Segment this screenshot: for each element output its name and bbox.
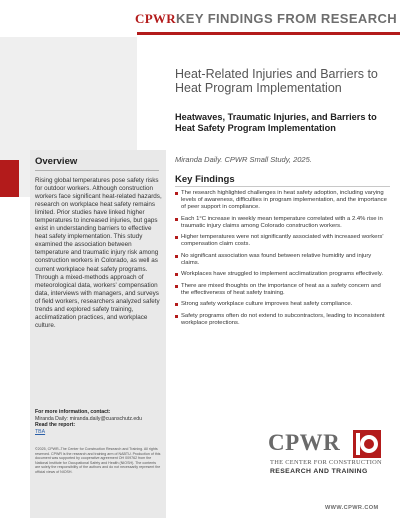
header-rule [137, 32, 400, 35]
overview-heading: Overview [35, 156, 78, 167]
logo-tagline-2: RESEARCH AND TRAINING [270, 468, 368, 475]
finding-item [175, 301, 390, 308]
key-findings-heading: Key Findings [175, 174, 235, 185]
finding-text: Safety programs often do not extend to subcontractors, leading to inconsistent workplace protections. [181, 312, 385, 327]
finding-item [175, 283, 390, 297]
finding-text: No significant association was found between relative humidity and injury claims. [181, 252, 372, 266]
bullet-icon [175, 315, 178, 318]
finding-item [175, 190, 390, 211]
contact-person[interactable]: Miranda Daily: miranda.daily@cuanschutz.edu [35, 415, 143, 422]
contact-heading: For more information, contact: [35, 409, 111, 415]
key-findings-list [175, 190, 390, 332]
page-subtitle: Heatwaves, Traumatic Injuries, and Barriers to Heat Safety Program Implementation [175, 112, 377, 133]
header-label: KEY FINDINGS FROM RESEARCH [176, 11, 398, 26]
overview-body: Rising global temperatures pose safety risks for outdoor workers. Although construction workers face significant heat-related hazards, research on workplace heat safety remains limited. Prior studies have linked higher temperatures to increased injuries, but gaps exist in understanding barriers to effective heat safety implementation. This study examined the association between temperature and traumatic injury risk among construction workers in Colorado, as well as current workplace heat safety programs. Through a mixed-methods approach of meteorological data, workers' compensation data, interviews with managers, and surveys of field workers, researchers analyzed safety trends and explored safety training, acclimatization practices, and workplace culture. [35, 177, 162, 329]
bullet-icon [175, 218, 178, 221]
bullet-icon [175, 255, 178, 258]
citation: Miranda Daily. CPWR Small Study, 2025. [175, 155, 312, 164]
cpwr-logo [268, 430, 388, 495]
page-header [0, 0, 400, 37]
finding-text: The research highlighted challenges in heat safety adoption, including varying levels of awareness, difficulties in program implementation, and the importance of peer support in compliance. [181, 190, 387, 211]
bullet-icon [175, 273, 178, 276]
logo-wordmark: CPWR [268, 430, 341, 455]
header-photo-area [0, 0, 137, 37]
finding-item [175, 234, 390, 248]
legal-notice: ©2025, CPWR–The Center for Construction Research and Training. All rights reserved. CPWR is the research and training arm of NABTU. Production of this document was supported by cooperative agreement OH 009762 from the National Institute for Occupational Safety and Health (NIOSH). The contents are solely the responsibility of the authors and do not necessarily represent the official views of NIOSH. [35, 447, 161, 474]
page-title: Heat-Related Injuries and Barriers to Heat Program Implementation [175, 67, 378, 95]
finding-text: Workplaces have struggled to implement acclimatization programs effectively. [181, 271, 384, 278]
finding-text: Strong safety workplace culture improves heat safety compliance. [181, 301, 353, 308]
overview-divider [35, 170, 159, 171]
finding-text: Each 1°C increase in weekly mean temperature correlated with a 2.4% rise in traumatic injury claims among Colorado construction workers. [181, 215, 383, 229]
bullet-icon [175, 303, 178, 306]
finding-item [175, 253, 390, 267]
bullet-icon [175, 285, 178, 288]
report-label: Read the report: [35, 422, 76, 429]
finding-text: There are mixed thoughts on the importance of heat as a safety concern and the effectiveness of heat safety training. [181, 282, 381, 296]
logo-tagline-1: THE CENTER FOR CONSTRUCTION [270, 459, 382, 466]
contact-block [35, 409, 162, 435]
finding-item [175, 216, 390, 230]
finding-item [175, 313, 390, 327]
bullet-icon [175, 236, 178, 239]
header-brand: CPWR [135, 11, 176, 26]
bullet-icon [175, 192, 178, 195]
finding-item [175, 271, 390, 278]
accent-block [0, 160, 19, 197]
report-link[interactable]: TBA [35, 428, 46, 435]
key-findings-divider [175, 186, 390, 187]
finding-text: Higher temperatures were not significantly associated with increased workers' compensation claim costs. [181, 234, 384, 248]
website-link[interactable]: WWW.CPWR.COM [325, 505, 379, 511]
logo-mark-icon [353, 430, 381, 458]
